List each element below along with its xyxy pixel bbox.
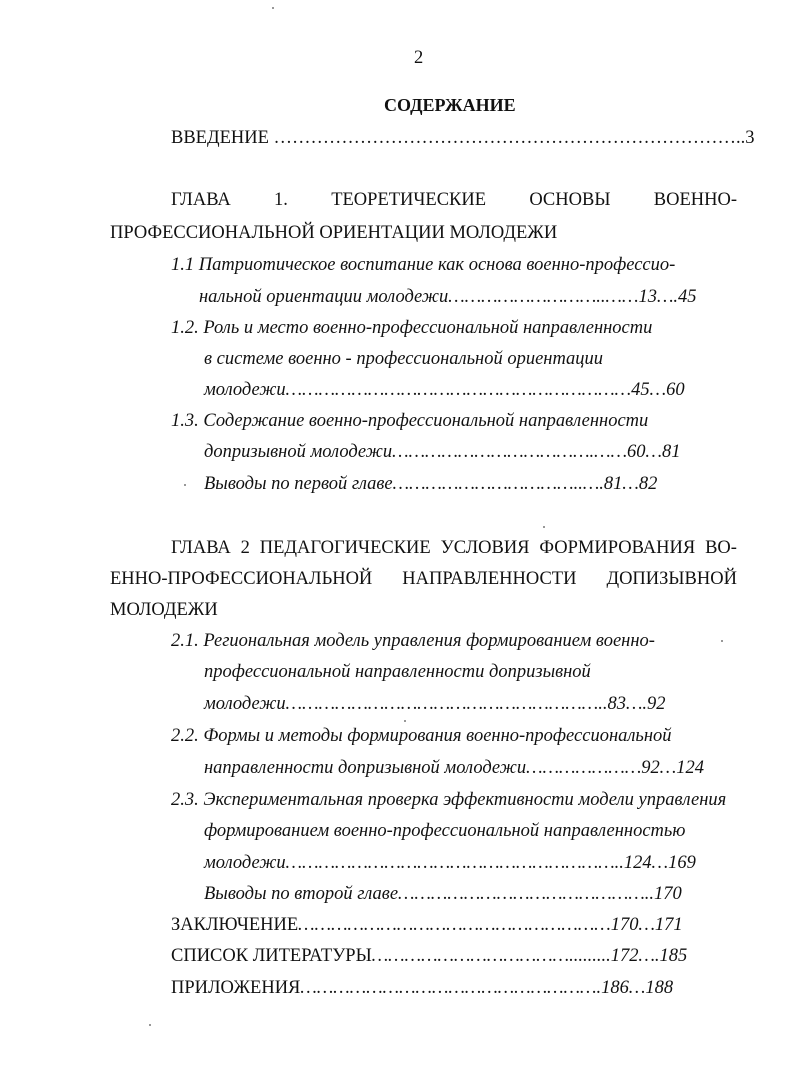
chapter1-heading-line2: ПРОФЕССИОНАЛЬНОЙ ОРИЕНТАЦИИ МОЛОДЕЖИ — [110, 223, 558, 243]
page-number: 2 — [414, 48, 424, 68]
chapter2-word: НАПРАВЛЕННОСТИ — [402, 569, 577, 589]
chapter1-word: 1. — [274, 190, 288, 210]
toc-entry-2-1-line1: 2.1. Региональная модель управления формированием военно- — [171, 631, 655, 651]
toc-entry-1-2-line2: в системе военно - профессиональной ориентации — [204, 349, 604, 369]
scan-speck — [543, 526, 545, 528]
chapter1-word: ГЛАВА — [171, 190, 231, 210]
toc-entry-intro: ВВЕДЕНИЕ …………………………………………………………………..3 — [171, 128, 755, 148]
toc-entry-1-1-line1: 1.1 Патриотическое воспитание как основа военно-профессио- — [171, 255, 676, 275]
toc-entry-2-1-line2: профессиональной направленности допризывной — [204, 662, 591, 682]
toc-entry-1-1-line2: нальной ориентации молодежи………………………..……13….45 — [199, 287, 697, 307]
toc-entry-leader-pages: …………………………………………………170…171 — [298, 915, 683, 935]
toc-entry-2-1-line3: молодежи…………………………………………………..83….92 — [204, 694, 666, 714]
chapter2-heading-line2 — [110, 567, 737, 591]
toc-entry-1-3-line2: допризывной молодежи……………………………….……60…81 — [204, 442, 681, 462]
chapter2-heading-line3: МОЛОДЕЖИ — [110, 600, 218, 620]
chapter2-word: 2 — [240, 538, 250, 558]
toc-entry-2-2-line2: направленности допризывной молодежи…………………92…124 — [204, 758, 704, 778]
toc-entry-1-3-line1: 1.3. Содержание военно-профессиональной направленности — [171, 411, 649, 431]
toc-entry-1-2-line3: молодежи………………………………………………………45…60 — [204, 380, 685, 400]
toc-entry-ch1-conclusions: Выводы по первой главе……………………………..….81…82 — [204, 474, 658, 494]
chapter2-word: ФОРМИРОВАНИЯ — [539, 538, 696, 558]
chapter1-word: ТЕОРЕТИЧЕСКИЕ — [331, 190, 487, 210]
toc-entry-2-3-line3: молодежи……………………………………………………..124…169 — [204, 853, 696, 873]
toc-entry-2-2-line1: 2.2. Формы и методы формирования военно-профессиональной — [171, 726, 672, 746]
toc-entry-label: ПРИЛОЖЕНИЯ — [171, 978, 301, 998]
chapter2-word: ВО- — [705, 538, 737, 558]
toc-entry-appendices — [171, 976, 673, 1000]
chapter2-word: ДОПИЗЫВНОЙ — [606, 569, 737, 589]
toc-entry-bibliography — [171, 944, 687, 968]
chapter1-word: ВОЕННО- — [653, 190, 737, 210]
toc-entry-conclusion — [171, 913, 683, 937]
page-title: СОДЕРЖАНИЕ — [384, 95, 516, 115]
chapter2-word: ЕННО-ПРОФЕССИОНАЛЬНОЙ — [110, 569, 373, 589]
scan-speck — [721, 640, 723, 642]
scan-speck — [149, 1024, 151, 1026]
chapter1-heading-line1 — [171, 188, 737, 212]
toc-entry-label: ЗАКЛЮЧЕНИЕ — [171, 915, 299, 935]
chapter2-word: ПЕДАГОГИЧЕСКИЕ — [259, 538, 431, 558]
chapter1-word: ОСНОВЫ — [529, 190, 611, 210]
toc-entry-leader-pages: ……………………………….........172….185 — [371, 946, 688, 966]
chapter2-word: ГЛАВА — [171, 538, 231, 558]
chapter2-heading-line1 — [171, 536, 737, 560]
chapter2-word: УСЛОВИЯ — [440, 538, 530, 558]
toc-entry-1-2-line1: 1.2. Роль и место военно-профессиональной направленности — [171, 318, 653, 338]
scan-speck — [184, 484, 186, 486]
toc-entry-2-3-line1: 2.3. Экспериментальная проверка эффективности модели управления — [171, 790, 727, 810]
scan-speck — [404, 720, 406, 722]
toc-entry-label: СПИСОК ЛИТЕРАТУРЫ — [171, 946, 372, 966]
toc-entry-2-3-line2: формированием военно-профессиональной направленностью — [204, 821, 686, 841]
toc-entry-ch2-conclusions: Выводы по второй главе………………………………………..170 — [204, 884, 682, 904]
scan-speck — [272, 7, 274, 9]
toc-entry-leader-pages: ……………………………………………….186…188 — [300, 978, 674, 998]
